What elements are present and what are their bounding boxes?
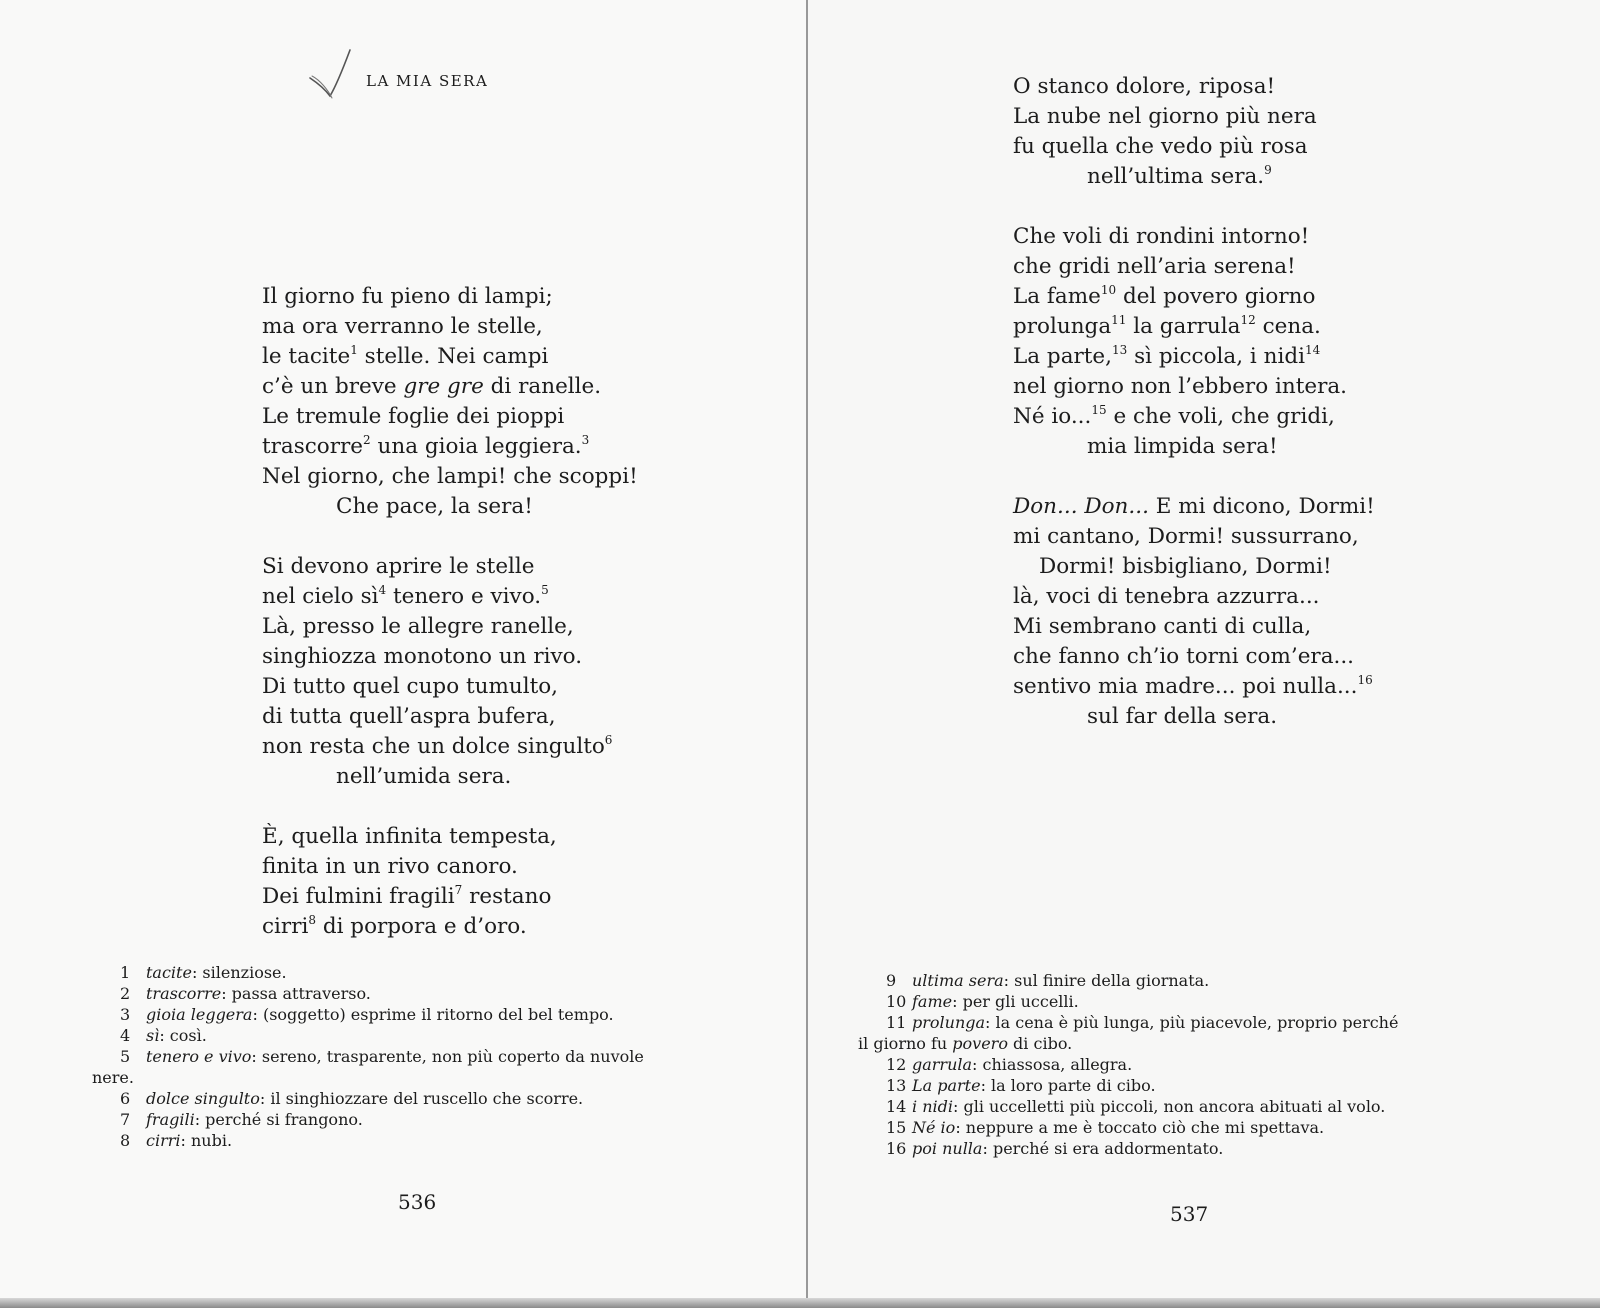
footnote-term: dolce singulto xyxy=(146,1089,260,1108)
stanza xyxy=(1013,222,1375,462)
poem-line: nell’ultima sera.$^9$ xyxy=(1087,163,1272,189)
footnote-number: 7 xyxy=(120,1110,131,1129)
footnote-number: 4 xyxy=(120,1026,131,1045)
footnote: 1 tacite: silenziose. xyxy=(120,963,287,982)
poem-line: cirri$^8$ di porpora e d’oro. xyxy=(262,913,527,939)
footnote-number: 15 xyxy=(886,1118,907,1137)
stanza xyxy=(262,552,638,792)
footnote-ref: 12 xyxy=(1240,313,1256,327)
footnote-number: 5 xyxy=(120,1047,131,1066)
footnote-term: ultima sera xyxy=(912,971,1004,990)
footnote-ref: 16 xyxy=(1357,673,1373,687)
page-number-right: 537 xyxy=(1170,1202,1209,1226)
poem-line: che fanno ch’io torni com’era... xyxy=(1013,644,1355,669)
footnote-term: i nidi xyxy=(912,1097,953,1116)
footnote-term: poi nulla xyxy=(912,1139,983,1158)
poem-line: mi cantano, Dormi! sussurrano, xyxy=(1013,524,1359,549)
poem-line: Dormi! bisbigliano, Dormi! xyxy=(1039,554,1332,579)
footnote-number: 12 xyxy=(886,1055,907,1074)
footnote: 3 gioia leggera: (soggetto) esprime il ritorno del bel tempo. xyxy=(120,1005,614,1024)
footnote: 5 tenero e vivo: sereno, trasparente, non più coperto da nuvole xyxy=(120,1047,644,1066)
poem-line: Le tremule foglie dei pioppi xyxy=(262,404,565,429)
footnote-number: 3 xyxy=(120,1005,131,1024)
scan-edge xyxy=(0,1298,1600,1308)
footnote: 8 cirri: nubi. xyxy=(120,1131,233,1150)
poem-line: ma ora verranno le stelle, xyxy=(262,314,543,339)
poem-line: fu quella che vedo più rosa xyxy=(1013,134,1308,159)
footnote: 12 garrula: chiassosa, allegra. xyxy=(886,1055,1133,1074)
poem-line: Si devono aprire le stelle xyxy=(262,554,535,579)
poem-line: La nube nel giorno più nera xyxy=(1013,104,1317,129)
footnote-term: gioia leggera xyxy=(146,1005,253,1024)
footnote-ref: 3 xyxy=(581,433,590,447)
poem-line: Il giorno fu pieno di lampi; xyxy=(262,284,553,309)
footnote: 7 fragili: perché si frangono. xyxy=(120,1110,363,1129)
stanza xyxy=(262,282,638,522)
footnote-term: tenero e vivo xyxy=(146,1047,252,1066)
right-footnotes xyxy=(858,970,1399,1159)
poem-line: nell’umida sera. xyxy=(336,764,512,789)
poem-line: La parte,$^{13}$ sì piccola, i nidi$^{14}$ xyxy=(1013,343,1321,369)
footnote: 6 dolce singulto: il singhiozzare del ruscello che scorre. xyxy=(120,1089,584,1108)
footnote-number: 11 xyxy=(886,1013,907,1032)
poem-line: singhiozza monotono un rivo. xyxy=(262,644,583,669)
footnote-term: trascorre xyxy=(146,984,222,1003)
poem-line: che gridi nell’aria serena! xyxy=(1013,254,1296,279)
footnote-number: 6 xyxy=(120,1089,131,1108)
poem-line: c’è un breve gre gre di ranelle. xyxy=(262,374,602,399)
poem-line: Don... Don... E mi dicono, Dormi! xyxy=(1013,494,1375,519)
footnote: 14 i nidi: gli uccelletti più piccoli, non ancora abituati al volo. xyxy=(886,1097,1386,1116)
poem-line: là, voci di tenebra azzurra... xyxy=(1013,584,1320,609)
stanza xyxy=(1013,72,1375,192)
pencil-check-mark-icon xyxy=(302,46,362,116)
footnote-continuation: il giorno fu povero di cibo. xyxy=(858,1034,1073,1053)
book-gutter xyxy=(806,0,808,1308)
footnote-ref: 15 xyxy=(1091,403,1107,417)
right-poem xyxy=(1013,72,1375,762)
footnote-number: 8 xyxy=(120,1131,131,1150)
footnote-ref: 10 xyxy=(1100,283,1117,297)
poem-line: le tacite$^1$ stelle. Nei campi xyxy=(262,343,549,369)
footnote-ref: 13 xyxy=(1112,343,1128,357)
poem-line: non resta che un dolce singulto$^6$ xyxy=(262,733,613,759)
footnote-ref: 6 xyxy=(604,733,613,747)
footnote xyxy=(858,1033,1398,1054)
footnote-term: Né io xyxy=(912,1118,956,1137)
footnote-term: tacite xyxy=(146,963,192,982)
poem-line: Che pace, la sera! xyxy=(336,494,533,519)
poem-line: nel cielo $sì^4$ tenero e vivo.$^5$ xyxy=(262,583,549,609)
poem-line: Dei fulmini fragili$^7$ restano xyxy=(262,883,552,909)
left-footnotes xyxy=(92,962,644,1151)
footnote-ref: 9 xyxy=(1264,163,1272,177)
footnote-number: 16 xyxy=(886,1139,907,1158)
footnote: 4 sì: così. xyxy=(120,1026,207,1045)
footnote-ref: 11 xyxy=(1111,313,1127,327)
poem-line: È, quella infinita tempesta, xyxy=(262,824,557,849)
footnote-italic: povero xyxy=(952,1034,1008,1053)
footnote-ref: 5 xyxy=(541,583,549,597)
footnote-term: garrula xyxy=(912,1055,973,1074)
left-poem xyxy=(262,282,638,972)
footnote-ref: 7 xyxy=(454,883,463,897)
footnote: 2 trascorre: passa attraverso. xyxy=(120,984,371,1003)
footnote-term: sì xyxy=(146,1026,160,1045)
poem-line: sentivo mia madre... poi nulla...$^{16}$ xyxy=(1013,673,1373,699)
footnote: 13 La parte: la loro parte di cibo. xyxy=(886,1076,1156,1095)
poem-line: nel giorno non l’ebbero intera. xyxy=(1013,374,1347,399)
poem-line: finita in un rivo canoro. xyxy=(262,854,518,879)
page-number-left: 536 xyxy=(398,1190,437,1214)
italic-text: Don... Don... xyxy=(1013,494,1149,519)
stanza xyxy=(1013,492,1375,732)
footnote-ref: 8 xyxy=(308,913,316,927)
poem-line: Di tutto quel cupo tumulto, xyxy=(262,674,558,699)
poem-line: sul far della sera. xyxy=(1087,704,1278,729)
poem-line: trascorre$^2$ una gioia leggiera.$^3$ xyxy=(262,433,590,459)
footnote-term: cirri xyxy=(146,1131,181,1150)
footnote: 16 poi nulla: perché si era addormentato. xyxy=(886,1139,1224,1158)
poem-line: Nel giorno, che lampi! che scoppi! xyxy=(262,464,638,489)
footnote-number: 10 xyxy=(886,992,907,1011)
footnote-term: fragili xyxy=(146,1110,195,1129)
poem-line: Là, presso le allegre ranelle, xyxy=(262,614,574,639)
poem-line: Mi sembrano canti di culla, xyxy=(1013,614,1312,639)
footnote-continuation: nere. xyxy=(92,1068,134,1087)
poem-line: O stanco dolore, riposa! xyxy=(1013,74,1276,99)
stanza xyxy=(262,822,638,942)
footnote: 11 prolunga: la cena è più lunga, più piacevole, proprio perché xyxy=(886,1013,1399,1032)
poem-line: prolunga$^{11}$ la garrula$^{12}$ cena. xyxy=(1013,313,1321,339)
poem-line: Né io...$^{15}$ e che voli, che gridi, xyxy=(1013,403,1335,429)
footnote xyxy=(92,1067,644,1088)
footnote: 9 ultima sera: sul finire della giornata. xyxy=(886,971,1210,990)
poem-line: mia limpida sera! xyxy=(1087,434,1278,459)
footnote-number: 14 xyxy=(886,1097,907,1116)
footnote-number: 1 xyxy=(120,963,131,982)
footnote-ref: 1 xyxy=(350,343,358,357)
footnote-number: 2 xyxy=(120,984,131,1003)
footnote-term: fame xyxy=(912,992,953,1011)
footnote-number: 13 xyxy=(886,1076,907,1095)
footnote-ref: 2 xyxy=(363,433,371,447)
footnote-term: La parte xyxy=(912,1076,981,1095)
footnote-ref: 14 xyxy=(1304,343,1321,357)
footnote-term: prolunga xyxy=(912,1013,986,1032)
footnote-number: 9 xyxy=(886,971,897,990)
footnote: 15 Né io: neppure a me è toccato ciò che mi spettava. xyxy=(886,1118,1325,1137)
poem-line: La fame$^{10}$ del povero giorno xyxy=(1013,283,1316,309)
poem-line: di tutta quell’aspra bufera, xyxy=(262,704,556,729)
poem-line: Che voli di rondini intorno! xyxy=(1013,224,1310,249)
footnote: 10 fame: per gli uccelli. xyxy=(886,992,1079,1011)
italic-text: gre gre xyxy=(403,374,484,399)
footnote-ref: 4 xyxy=(378,583,387,597)
poem-title: LA MIA SERA xyxy=(366,72,489,90)
